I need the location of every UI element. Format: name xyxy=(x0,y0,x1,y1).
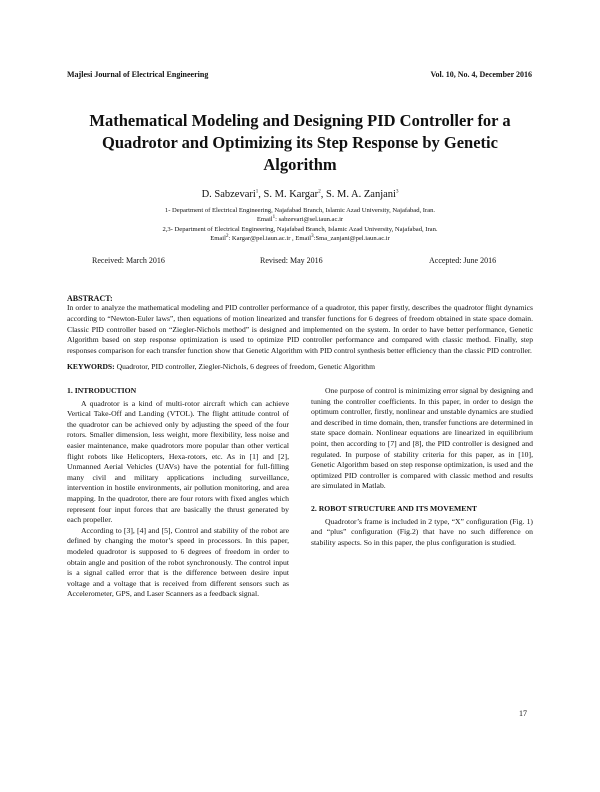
author-1: D. Sabzevari xyxy=(201,189,256,200)
intro-paragraph-2: According to [3], [4] and [5], Control and stability of the robot are defined by changing the motor’s speed in processors. In this paper, modeled quadrotor is supposed to 6 degrees of freedom in order to obtain angle and position of the robot synchronously. The control input is a signal called error that is the difference between desire input voltage and a voltage that is received from different sensors such as Accelerometer, GPS, and Laser Scanners as a feedback signal. xyxy=(67,525,289,599)
page-number: 17 xyxy=(519,709,527,718)
title-line-3: Algorithm xyxy=(263,155,337,174)
author-3-sup: 3 xyxy=(395,189,399,195)
section-2-heading: 2. ROBOT STRUCTURE AND ITS MOVEMENT xyxy=(311,503,478,513)
structure-paragraph-1: Quadrotor’s frame is included in 2 type, “X” configuration (Fig. 1) and “plus” configuration (Fig.2) that have no such difference on stability aspects. So in this paper, the plus configuration is studied. xyxy=(311,516,533,547)
keywords-label: KEYWORDS: xyxy=(67,362,115,371)
left-column xyxy=(67,386,289,600)
revised-date: Revised: May 2016 xyxy=(260,256,323,265)
affiliation-1-email: Email$^1$: sabzevari@sel.iaun.ac.ir xyxy=(256,214,344,223)
abstract-text: In order to analyze the mathematical modeling and PID controller performance of a quadrotor, this paper firstly, describes the quadrotor flight dynamics according to “Newton-Euler laws”, then equations of motion linearized and transfer functions for 6 degrees of freedom obtained in state space domain. Classic PID controller based on “Ziegler-Nichols method” is designed and implemented on the system. In order to have better performance, Genetic Algorithm based on step response optimization is used to optimize PID controller performance and compared with classic method. Finally, step responses comparison for each transfer function show that Genetic Algorithm with PID control synthesis better efficiency than the classic PID controller. xyxy=(67,303,533,356)
paper-title xyxy=(60,110,540,176)
keywords xyxy=(67,362,533,371)
title-line-2: Quadrotor and Optimizing its Step Response by Genetic xyxy=(102,133,498,152)
received-date: Received: March 2016 xyxy=(92,256,165,265)
volume-info: Vol. 10, No. 4, December 2016 xyxy=(430,70,532,79)
right-column xyxy=(311,386,533,548)
title-line-1: Mathematical Modeling and Designing PID Controller for a xyxy=(89,111,511,130)
intro-paragraph-1: A quadrotor is a kind of multi-rotor aircraft which can achieve Vertical Take-Off and Landing (VTOL). The flight attitude control of the quadrotor can be achieved only by adjusting the speed of the four rotors. Smaller dimension, less weight, more flexibility, less noise and easier maintenance, make quadrotors more popular than other vertical flight robots like Helicopters, Hexa-rotors, etc. As in [1] and [2], Unmanned Aerial Vehicles (UAVs) have the potential for full-filling many civil and military applications including surveillance, intervention in hostile environments, air pollution monitoring, and area mapping. In the quadrotor, there are four rotors with fixed angles which represent four input forces that are basically the thrust generated by each propeller. xyxy=(67,398,289,525)
keywords-text: Quadrotor, PID controller, Ziegler-Nichols, 6 degrees of freedom, Genetic Algorithm xyxy=(114,362,375,371)
intro-paragraph-3: One purpose of control is minimizing error signal by designing and tuning the controller coefficients. In this paper, in order to design the optimum controller, firstly, nonlinear and unstable dynamics are studied and described in time domain, then, transfer functions are determined in state space domain. Nonlinear equations are linearized in equilibrium point, then according to [7] and [8], the PID controller is designed and regulated. In purpose of stability criteria for this paper, as in [10], Genetic Algorithm based on step response optimization, is used and the optimized PID controller is compared with classic method and results are simulated in Matlab. xyxy=(311,386,533,491)
abstract-heading: ABSTRACT: xyxy=(67,294,113,303)
affiliation-1-dept: 1- Department of Electrical Engineering, Najafabad Branch, Islamic Azad University, Najafabad, Iran. xyxy=(164,207,436,214)
author-3: , S. M. A. Zanjani xyxy=(320,189,396,200)
section-1-heading: 1. INTRODUCTION xyxy=(67,386,137,395)
affiliation-2-dept: 2,3- Department of Electrical Engineering, Najafabad Branch, Islamic Azad University, Najafabad, Iran. xyxy=(162,226,438,233)
affiliation-2 xyxy=(60,225,540,243)
journal-name: Majlesi Journal of Electrical Engineering xyxy=(67,70,209,79)
author-2: , S. M. Kargar xyxy=(258,189,319,200)
author-list xyxy=(60,189,540,200)
accepted-date: Accepted: June 2016 xyxy=(429,256,497,265)
author-2-sup: 2 xyxy=(318,189,321,195)
affiliation-2-emails: Email$^2$: Kargar@pel.iaun.ac.ir , Email$^3$:Sma_zanjani@pel.iaun.ac.ir xyxy=(210,233,390,242)
affiliation-1 xyxy=(60,206,540,224)
author-1-sup: 1 xyxy=(255,189,259,195)
